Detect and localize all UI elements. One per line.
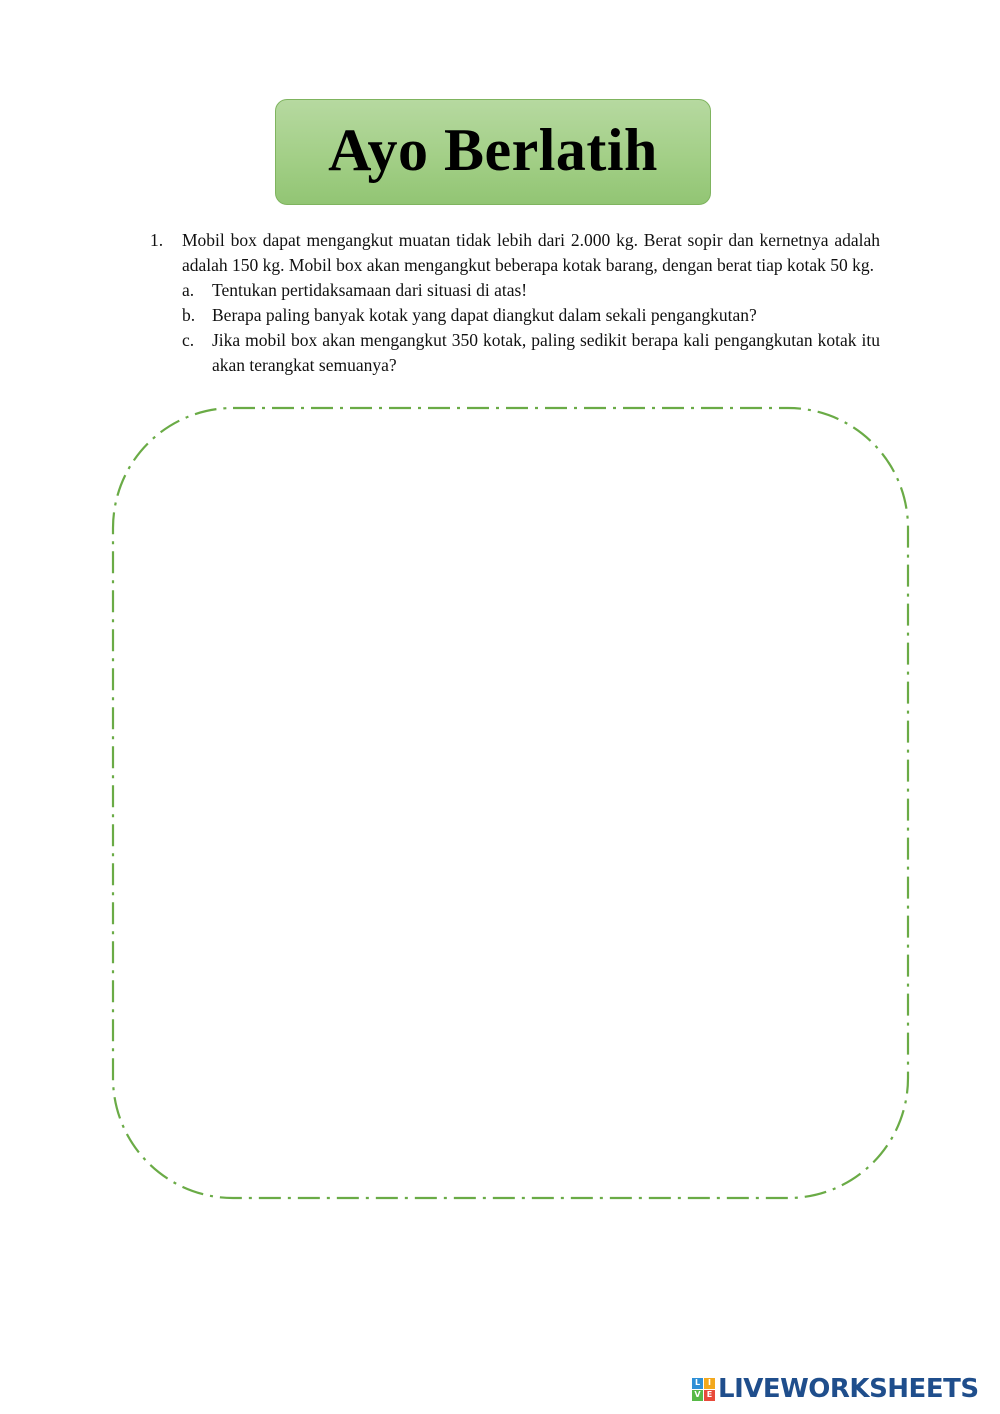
sub-question-b: [182, 303, 880, 328]
answer-input[interactable]: [150, 450, 874, 1154]
sub-question-letter: c.: [182, 330, 195, 350]
sub-question-letter: b.: [182, 305, 196, 325]
logo-cell-v: V: [692, 1390, 703, 1401]
sub-question-text: Jika mobil box akan mengangkut 350 kotak, paling sedikit berapa kali pengangkutan kotak itu akan terangkat semuanya?: [212, 330, 880, 375]
sub-question-a: [182, 278, 880, 303]
page-title: Ayo Berlatih: [328, 117, 658, 183]
sub-question-text: Tentukan pertidaksamaan dari situasi di atas!: [212, 280, 528, 300]
question-number: 1.: [150, 230, 164, 250]
logo-cell-e: E: [704, 1390, 715, 1401]
logo-mark-icon: [692, 1378, 715, 1401]
question-text: Mobil box dapat mengangkut muatan tidak lebih dari 2.000 kg. Berat sopir dan kernetnya adalah adalah 150 kg. Mobil box akan mengangkut beberapa kotak barang, dengan berat tiap kotak 50 kg.: [182, 230, 880, 275]
logo-text: LIVEWORKSHEETS: [718, 1374, 979, 1404]
sub-question-list: [182, 278, 880, 378]
question-1: [150, 228, 880, 378]
sub-question-letter: a.: [182, 280, 195, 300]
logo-cell-i: I: [704, 1378, 715, 1389]
liveworksheets-logo: [692, 1374, 979, 1404]
title-banner: [275, 99, 711, 205]
sub-question-c: [182, 328, 880, 378]
question-body: [182, 228, 880, 378]
logo-cell-l: L: [692, 1378, 703, 1389]
question-row: [150, 228, 880, 378]
sub-question-text: Berapa paling banyak kotak yang dapat diangkut dalam sekali pengangkutan?: [212, 305, 757, 325]
